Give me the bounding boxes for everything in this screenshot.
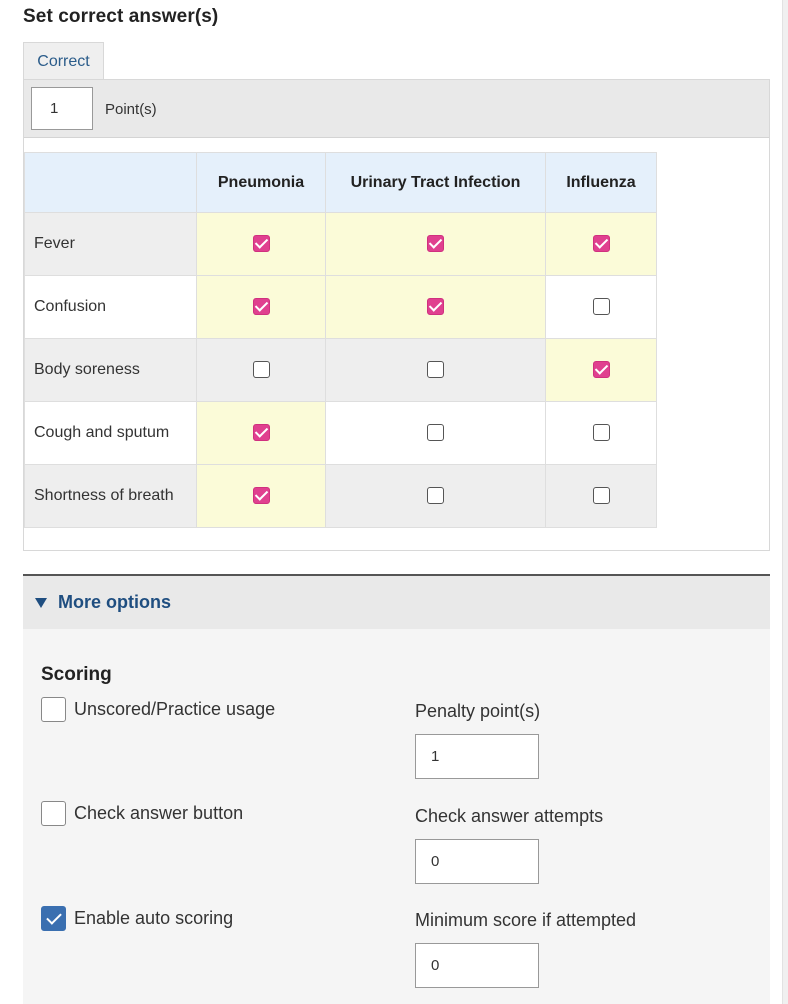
enable-auto-scoring-option[interactable] [41, 906, 233, 931]
checkbox-unchecked[interactable] [427, 487, 444, 504]
grid-cell [546, 465, 657, 528]
column-header-pneumonia: Pneumonia [197, 153, 326, 213]
grid-cell [197, 402, 326, 465]
column-header-influenza: Influenza [546, 153, 657, 213]
unscored-practice-label: Unscored/Practice usage [74, 699, 276, 719]
checkbox-checked[interactable] [593, 235, 610, 252]
check-answer-attempts-label: Check answer attempts [415, 806, 604, 826]
checkbox-checked[interactable] [253, 235, 270, 252]
checkbox-unchecked[interactable] [427, 361, 444, 378]
enable-auto-scoring-checkbox[interactable] [41, 906, 66, 931]
grid-cell [326, 276, 546, 339]
points-bar [24, 80, 769, 138]
unscored-practice-option[interactable] [41, 697, 275, 722]
grid-cell [546, 276, 657, 339]
grid-cell [326, 339, 546, 402]
grid-row [25, 339, 657, 402]
checkbox-checked[interactable] [253, 298, 270, 315]
more-options-toggle[interactable] [23, 574, 770, 629]
checkbox-checked[interactable] [253, 487, 270, 504]
tab-correct[interactable]: Correct [23, 42, 104, 80]
grid-row-label: Body soreness [25, 339, 197, 402]
points-label: Point(s) [105, 101, 157, 118]
grid-row [25, 213, 657, 276]
checkbox-checked[interactable] [427, 298, 444, 315]
correct-answer-panel [23, 79, 770, 551]
check-answer-button-checkbox[interactable] [41, 801, 66, 826]
checkbox-unchecked[interactable] [253, 361, 270, 378]
check-answer-attempts-input[interactable]: 0 [415, 839, 539, 884]
points-input[interactable]: 1 [31, 87, 93, 130]
grid-row-label: Fever [25, 213, 197, 276]
grid-cell [326, 213, 546, 276]
checkbox-unchecked[interactable] [593, 298, 610, 315]
penalty-points-label: Penalty point(s) [415, 701, 541, 721]
grid-cell [197, 465, 326, 528]
grid-row-label: Confusion [25, 276, 197, 339]
checkbox-checked[interactable] [593, 361, 610, 378]
checkbox-unchecked[interactable] [593, 487, 610, 504]
more-options-panel [23, 629, 770, 1004]
penalty-points-input[interactable]: 1 [415, 734, 539, 779]
minimum-score-input[interactable]: 0 [415, 943, 539, 988]
grid-row-label: Cough and sputum [25, 402, 197, 465]
section-title: Set correct answer(s) [23, 6, 219, 27]
column-header-uti: Urinary Tract Infection [326, 153, 546, 213]
grid-cell [326, 402, 546, 465]
grid-row [25, 276, 657, 339]
minimum-score-label: Minimum score if attempted [415, 910, 637, 930]
answer-grid [24, 152, 657, 528]
grid-cell [197, 276, 326, 339]
grid-cell [197, 213, 326, 276]
caret-down-icon [35, 598, 47, 608]
unscored-practice-checkbox[interactable] [41, 697, 66, 722]
checkbox-checked[interactable] [427, 235, 444, 252]
check-answer-button-option[interactable] [41, 801, 243, 826]
grid-cell [326, 465, 546, 528]
grid-cell [546, 339, 657, 402]
grid-cell [197, 339, 326, 402]
grid-row [25, 402, 657, 465]
grid-row [25, 465, 657, 528]
grid-row-label: Shortness of breath [25, 465, 197, 528]
grid-cell [546, 213, 657, 276]
checkbox-unchecked[interactable] [427, 424, 444, 441]
grid-corner-header [25, 153, 197, 213]
enable-auto-scoring-label: Enable auto scoring [74, 908, 234, 928]
checkbox-checked[interactable] [253, 424, 270, 441]
more-options-label: More options [58, 592, 171, 612]
checkbox-unchecked[interactable] [593, 424, 610, 441]
scrollbar-track[interactable] [782, 0, 788, 1004]
grid-cell [546, 402, 657, 465]
check-answer-button-label: Check answer button [74, 803, 244, 823]
scoring-title: Scoring [41, 664, 112, 685]
